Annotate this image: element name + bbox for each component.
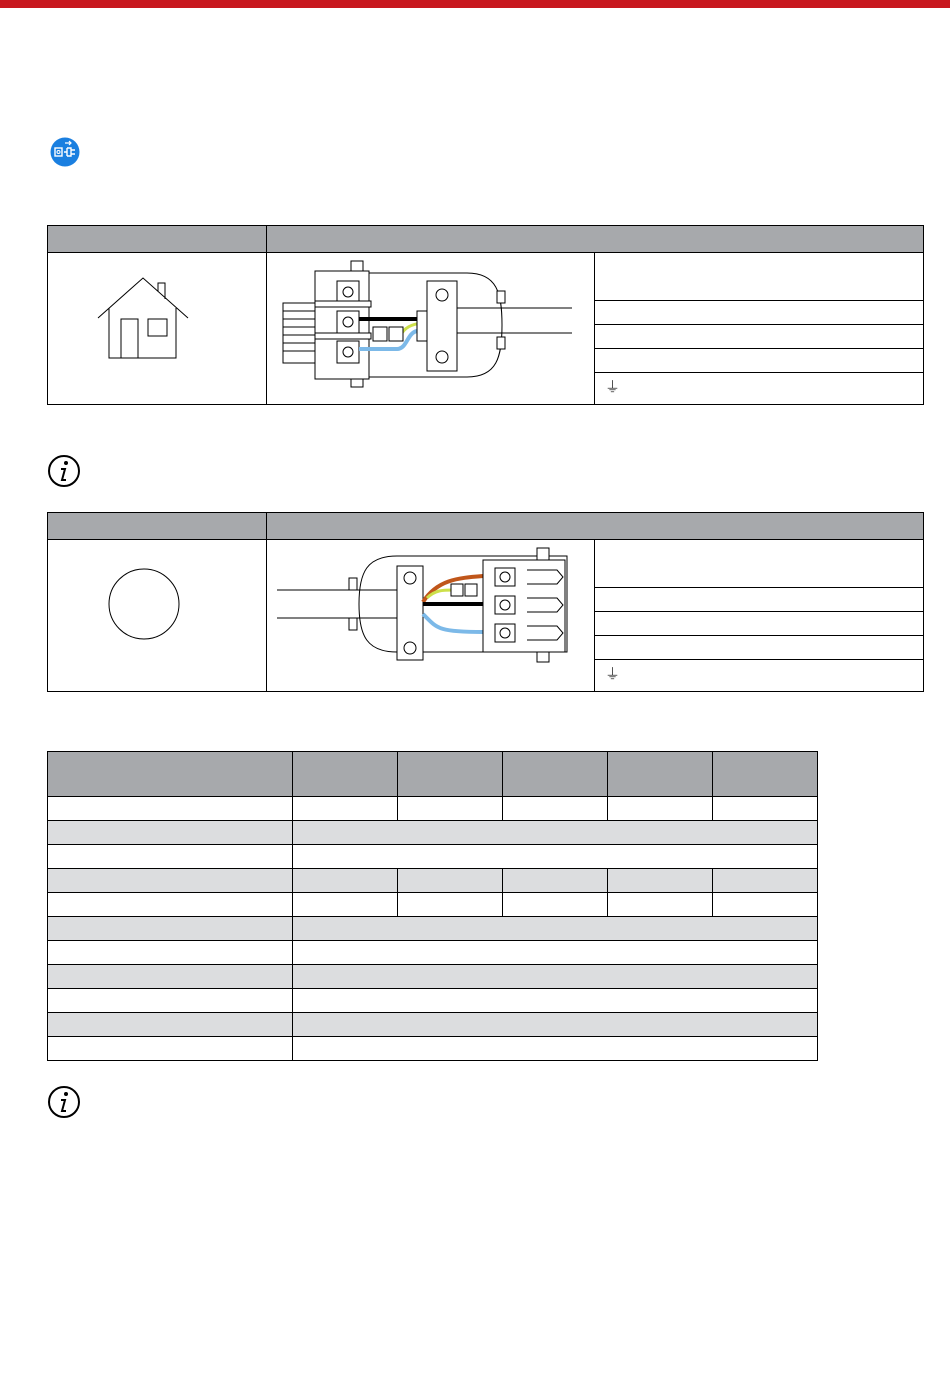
spec-cell [503, 869, 608, 893]
specification-table [47, 751, 818, 1061]
spec-cell [48, 917, 293, 941]
spec-header-cell [608, 752, 713, 797]
circle-symbol [48, 540, 267, 686]
spec-header-cell [48, 752, 293, 797]
spec-cell [48, 1037, 293, 1061]
protective-earth-icon: ⏚ [605, 378, 621, 396]
table-row [48, 845, 818, 869]
table-header-cell [48, 513, 267, 540]
spec-header-cell [503, 752, 608, 797]
spec-cell [293, 869, 398, 893]
spec-cell [713, 893, 818, 917]
spec-cell [713, 869, 818, 893]
table-row [48, 965, 818, 989]
spec-cell [398, 893, 503, 917]
wire-description-row [595, 611, 923, 635]
spec-cell [293, 797, 398, 821]
wire-description-cell [595, 253, 924, 405]
plug-connection-table [47, 225, 924, 405]
spec-cell [48, 845, 293, 869]
table-row [48, 1013, 818, 1037]
wire-description-row [595, 635, 923, 659]
spec-cell [293, 1013, 818, 1037]
house-icon [48, 253, 267, 399]
spec-cell [293, 989, 818, 1013]
spec-cell [293, 941, 818, 965]
table-row [48, 917, 818, 941]
connector-wiring-diagram [267, 540, 595, 686]
spec-cell [48, 941, 293, 965]
socket-connection-table [47, 512, 924, 692]
table-row [48, 797, 818, 821]
spec-cell [48, 869, 293, 893]
information-icon [47, 1085, 81, 1119]
spec-cell [293, 845, 818, 869]
spec-cell [48, 965, 293, 989]
table-row [48, 893, 818, 917]
house-cell [48, 253, 267, 405]
spec-header-cell [293, 752, 398, 797]
table-row [48, 941, 818, 965]
protective-earth-icon: ⏚ [605, 665, 621, 683]
spec-cell [48, 893, 293, 917]
spec-cell [398, 797, 503, 821]
wire-description-cell [595, 540, 924, 692]
information-icon [47, 454, 81, 488]
table-row [48, 821, 818, 845]
wire-description-row [595, 257, 923, 300]
table-header-cell [48, 226, 267, 253]
connector-diagram-cell [267, 540, 595, 692]
spec-cell [608, 797, 713, 821]
spec-cell [608, 869, 713, 893]
spec-header-cell [713, 752, 818, 797]
spec-header-cell [398, 752, 503, 797]
wire-description-row [595, 300, 923, 324]
spec-cell [293, 893, 398, 917]
wire-description-row [595, 544, 923, 587]
wire-description-row [595, 348, 923, 372]
spec-cell [608, 893, 713, 917]
plug-diagram-cell [267, 253, 595, 405]
spec-cell [293, 965, 818, 989]
spec-cell [48, 821, 293, 845]
spec-cell [398, 869, 503, 893]
spec-cell [48, 797, 293, 821]
spec-cell [503, 893, 608, 917]
brand-bar [0, 0, 950, 8]
spec-cell [293, 917, 818, 941]
spec-cell [48, 1013, 293, 1037]
unplug-mains-icon [50, 137, 80, 167]
table-header-cell [267, 513, 924, 540]
spec-cell [293, 821, 818, 845]
table-header-cell [267, 226, 924, 253]
spec-cell [293, 1037, 818, 1061]
plug-wiring-diagram [267, 253, 595, 399]
table-row [48, 989, 818, 1013]
spec-cell [48, 989, 293, 1013]
circle-cell [48, 540, 267, 692]
table-row [48, 869, 818, 893]
table-row [48, 1037, 818, 1061]
spec-cell [503, 797, 608, 821]
spec-cell [713, 797, 818, 821]
wire-description-row [595, 587, 923, 611]
wire-description-row [595, 324, 923, 348]
